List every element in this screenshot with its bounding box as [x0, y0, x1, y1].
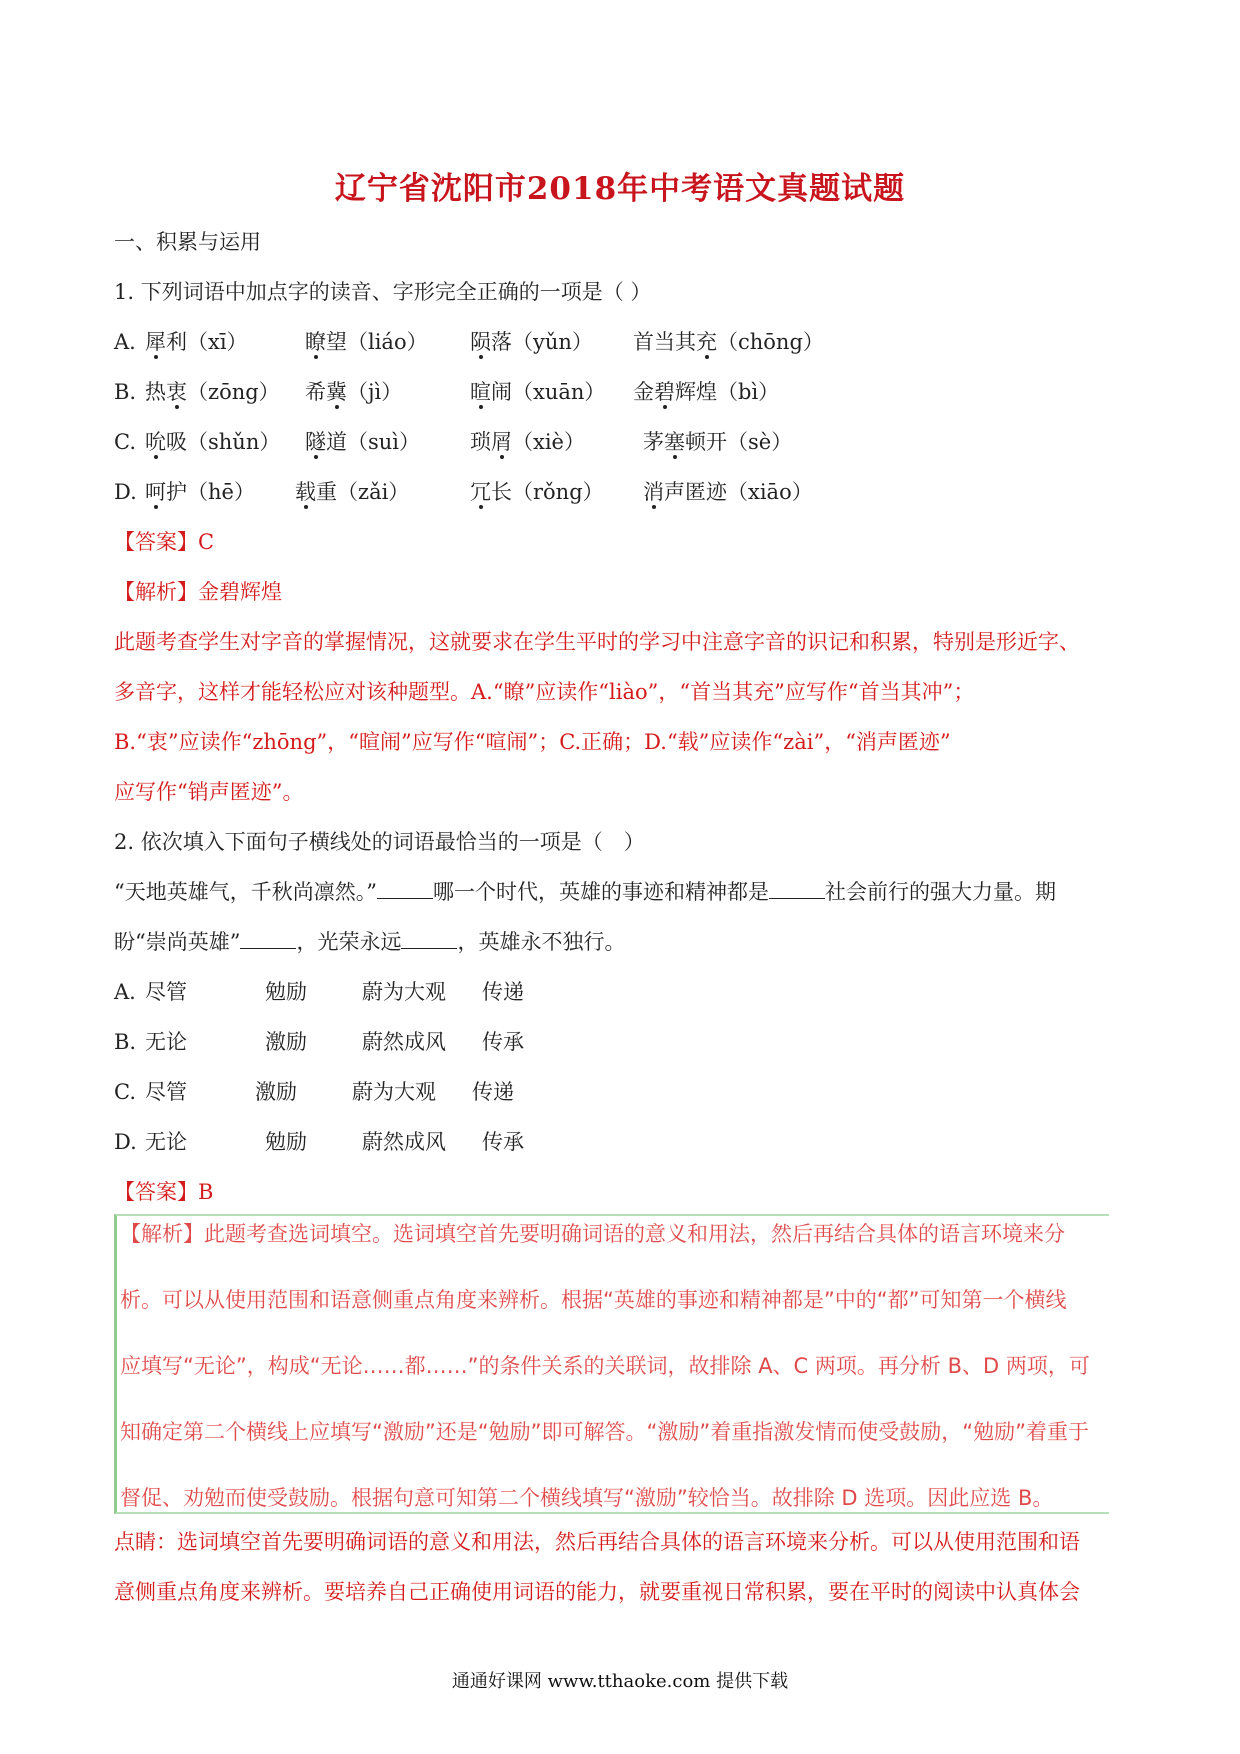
- page-footer: 通通好课网 www.tthaoke.com 提供下载: [451, 1671, 789, 1692]
- option-word: 激励: [255, 1080, 297, 1104]
- option-word: 茅塞顿开（sè）: [643, 430, 793, 454]
- emphasis-dot-char: 呵: [145, 480, 166, 504]
- option-word: 传承: [482, 1130, 524, 1154]
- question-2-answer: 【答案】B: [114, 1180, 214, 1204]
- option-word: 蔚为大观: [352, 1080, 436, 1104]
- fill-blank: [377, 878, 433, 899]
- option-word: 犀利（xī）: [145, 330, 248, 354]
- boxed-analysis-line: 督促、劝勉而使受鼓励。根据句意可知第二个横线填写“激励”较恰当。故排除 D 选项。因此应选 B。: [120, 1486, 1054, 1510]
- option-word: 蔚为大观: [362, 980, 446, 1004]
- emphasis-dot-char: 瞭: [305, 330, 326, 354]
- boxed-analysis-line: 析。可以从使用范围和语意侧重点角度来辨析。根据“英雄的事迹和精神都是”中的“都”可知第一个横线: [120, 1288, 1067, 1312]
- option-label: D.: [114, 480, 137, 504]
- option-word: 传递: [472, 1080, 514, 1104]
- option-word: 暄闹（xuān）: [470, 380, 606, 404]
- option-word: 琐屑（xiè）: [470, 430, 585, 454]
- option-word: 蔚然成风: [362, 1030, 446, 1054]
- option-label: B.: [114, 380, 137, 404]
- emphasis-dot-char: 塞: [664, 430, 685, 454]
- question-1-stem: 1. 下列词语中加点字的读音、字形完全正确的一项是（ ）: [114, 280, 652, 304]
- question-2-passage-line-2: 盼“崇尚英雄” ，光荣永远 ，英雄永不独行。: [114, 930, 626, 954]
- emphasis-dot-char: 冀: [326, 380, 347, 404]
- explanation-line: 多音字，这样才能轻松应对该种题型。A.“瞭”应读作“liào”，“首当其充”应写作“首当其冲”；: [114, 680, 975, 704]
- option-label: B.: [114, 1030, 137, 1054]
- emphasis-dot-char: 衷: [166, 380, 187, 404]
- option-word: 载重（zǎi）: [295, 480, 410, 504]
- emphasis-dot-char: 陨: [470, 330, 491, 354]
- explanation-line: B.“衷”应读作“zhōng”，“暄闹”应写作“喧闹”；C.正确；D.“载”应读作“zài”，“消声匿迹”: [114, 730, 951, 754]
- option-label: A.: [114, 330, 136, 354]
- option-word: 蔚然成风: [362, 1130, 446, 1154]
- emphasis-dot-char: 屑: [491, 430, 512, 454]
- comment-line: 点睛：选词填空首先要明确词语的意义和用法，然后再结合具体的语言环境来分析。可以从使用范围和语: [114, 1530, 1080, 1554]
- emphasis-dot-char: 暄: [470, 380, 491, 404]
- option-word: 首当其充（chōng）: [633, 330, 824, 354]
- option-word: 勉励: [265, 1130, 307, 1154]
- option-word: 尽管: [145, 980, 187, 1004]
- question-1-answer: 【答案】C: [114, 530, 215, 554]
- option-word: 吮吸（shǔn）: [145, 430, 281, 454]
- option-word: 瞭望（liáo）: [305, 330, 428, 354]
- emphasis-dot-char: 充: [696, 330, 717, 354]
- question-1-analysis-heading: 【解析】金碧辉煌: [114, 580, 282, 604]
- document-title: 辽宁省沈阳市2018年中考语文真题试题: [334, 171, 906, 207]
- emphasis-dot-char: 犀: [145, 330, 166, 354]
- option-word: 陨落（yǔn）: [470, 330, 593, 354]
- option-label: C.: [114, 430, 136, 454]
- option-label: D.: [114, 1130, 137, 1154]
- emphasis-dot-char: 载: [295, 480, 316, 504]
- option-word: 隧道（suì）: [305, 430, 421, 454]
- comment-line: 意侧重点角度来辨析。要培养自己正确使用词语的能力，就要重视日常积累，要在平时的阅读中认真体会: [114, 1580, 1080, 1604]
- boxed-analysis-line: 知确定第二个横线上应填写“激励”还是“勉励”即可解答。“激励”着重指激发情而使受鼓励，“勉励”着重于: [120, 1420, 1090, 1444]
- option-word: 金碧辉煌（bì）: [633, 380, 780, 404]
- option-word: 勉励: [265, 980, 307, 1004]
- option-label: C.: [114, 1080, 136, 1104]
- fill-blank: [769, 878, 825, 899]
- option-label: A.: [114, 980, 136, 1004]
- emphasis-dot-char: 吮: [145, 430, 166, 454]
- emphasis-dot-char: 消: [643, 480, 664, 504]
- explanation-line: 此题考查学生对字音的掌握情况，这就要求在学生平时的学习中注意字音的识记和积累，特别是形近字、: [114, 630, 1080, 654]
- option-word: 传递: [482, 980, 524, 1004]
- fill-blank: [240, 928, 296, 949]
- explanation-line: 应写作“销声匿迹”。: [114, 780, 304, 804]
- emphasis-dot-char: 碧: [654, 380, 675, 404]
- option-word: 冗长（rǒng）: [470, 480, 604, 504]
- emphasis-dot-char: 隧: [305, 430, 326, 454]
- option-word: 尽管: [145, 1080, 187, 1104]
- question-2-stem: 2. 依次填入下面句子横线处的词语最恰当的一项是（ ）: [114, 830, 645, 854]
- boxed-analysis-line: 【解析】此题考查选词填空。选词填空首先要明确词语的意义和用法，然后再结合具体的语言环境来分: [120, 1222, 1065, 1246]
- option-word: 希冀（jì）: [305, 380, 403, 404]
- option-word: 消声匿迹（xiāo）: [643, 480, 813, 504]
- emphasis-dot-char: 冗: [470, 480, 491, 504]
- question-2-passage-line-1: “天地英雄气，千秋尚凛然。” 哪一个时代，英雄的事迹和精神都是 社会前行的强大力量。期: [114, 880, 1056, 904]
- option-word: 无论: [145, 1030, 187, 1054]
- section-heading: 一、积累与运用: [114, 230, 261, 254]
- boxed-analysis-line: 应填写“无论”，构成“无论……都……”的条件关系的关联词，故排除 A、C 两项。再分析 B、D 两项，可: [120, 1354, 1090, 1378]
- option-word: 热衷（zōng）: [145, 380, 280, 404]
- option-word: 激励: [265, 1030, 307, 1054]
- option-word: 传承: [482, 1030, 524, 1054]
- option-word: 呵护（hē）: [145, 480, 255, 504]
- option-word: 无论: [145, 1130, 187, 1154]
- fill-blank: [401, 928, 457, 949]
